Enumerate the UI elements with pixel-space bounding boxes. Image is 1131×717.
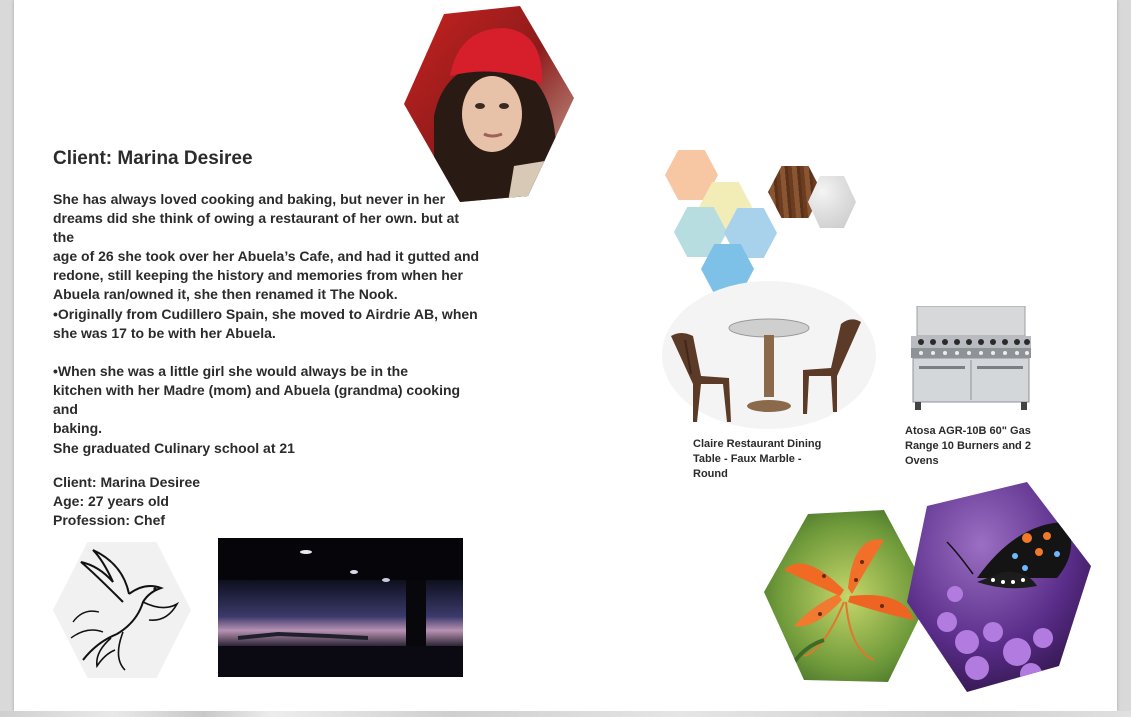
client-profile (53, 473, 200, 530)
table-caption (693, 437, 821, 482)
intro-line: She has always loved cooking and baking, but never in her (53, 191, 446, 207)
table-caption-line: Claire Restaurant Dining (693, 438, 822, 450)
client-heading: Client: Marina Desiree (53, 148, 253, 169)
intro-line: age of 26 she took over her Abuela’s Cafe, and had it gutted and (53, 248, 480, 264)
profile-age: Age: 27 years old (53, 493, 169, 509)
profile-client: Client: Marina Desiree (53, 474, 201, 490)
origin-line: she was 17 to be with her Abuela. (53, 325, 276, 341)
range-caption-line: Range 10 Burners and 2 (905, 440, 1031, 452)
range-caption-line: Ovens (905, 455, 939, 467)
range-caption-line: Atosa AGR-10B 60" Gas (905, 425, 1031, 437)
origin-bullet (53, 305, 483, 343)
intro-line: redone, still keeping the history and memories from when her (53, 267, 463, 283)
intro-line: Abuela ran/owned it, she then renamed it The Nook. (53, 286, 398, 302)
table-caption-line: Table - Faux Marble - (693, 453, 802, 465)
dining-set-image (661, 280, 876, 430)
childhood-line: baking. (53, 420, 103, 436)
range-caption (905, 424, 1031, 469)
client-portrait (404, 6, 576, 202)
graduation-note: She graduated Culinary school at 21 (53, 440, 295, 456)
page-scroll-strip (0, 711, 1131, 717)
intro-paragraph (53, 190, 483, 304)
dove-illustration (53, 542, 191, 678)
cafe-night-photo (218, 538, 463, 677)
table-caption-line: Round (693, 468, 728, 480)
childhood-line: •When she was a little girl she would always be in the (53, 363, 408, 379)
childhood-line: kitchen with her Madre (mom) and Abuela (grandma) cooking and (53, 382, 461, 417)
origin-line: •Originally from Cudillero Spain, she moved to Airdrie AB, when (53, 306, 478, 322)
profile-profession: Profession: Chef (53, 512, 166, 528)
moodboard-page (14, 0, 1117, 711)
gas-range-image (907, 306, 1035, 410)
intro-line: dreams did she think of owing a restaurant of her own. but at the (53, 210, 460, 245)
childhood-bullet (53, 362, 483, 438)
butterfly-photo (907, 482, 1093, 692)
